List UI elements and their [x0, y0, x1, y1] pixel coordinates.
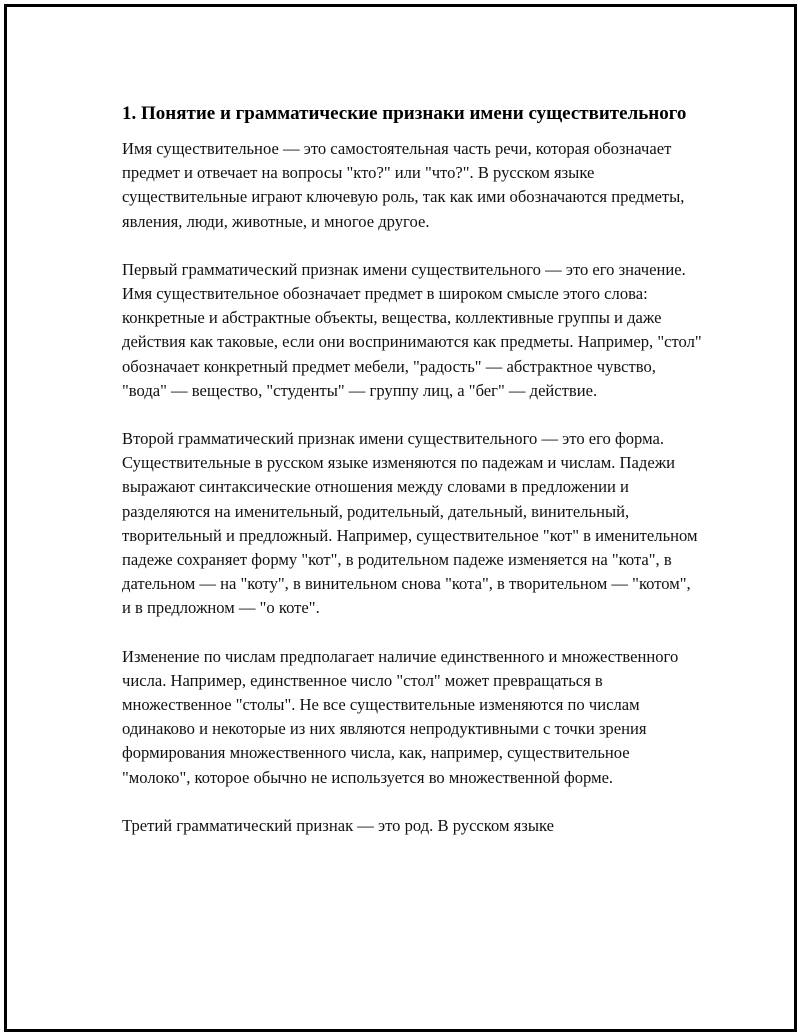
- paragraph-cases: Второй грамматический признак имени существительного — это его форма. Существительные в русском языке изменяются по падежам и числам. Падежи выражают синтаксические отношения между словами в предложении и разделяются на именительный, родительный, дательный, винительный, творительный и предложный. Например, существительное "кот" в именительном падеже сохраняет форму "кот", в родительном падеже изменяется на "кота", в дательном — на "коту", в винительном снова "кота", в творительном — "котом", и в предложном — "о коте".: [122, 429, 698, 618]
- page-frame: [4, 4, 797, 1032]
- paragraph-meaning: Первый грамматический признак имени существительного — это его значение. Имя существительное обозначает предмет в широком смысле этого слова: конкретные и абстрактные объекты, вещества, коллективные группы и даже действия как таковые, если они воспринимаются как предметы. Например, "стол" обозначает конкретный предмет мебели, "радость" — абстрактное чувство, "вода" — вещество, "студенты" — группу лиц, а "бег" — действие.: [122, 259, 702, 400]
- paragraph-gender: Третий грамматический признак — это род. В русском языке: [122, 815, 554, 835]
- section-heading: 1. Понятие и грамматические признаки имени существительного: [122, 103, 687, 124]
- paragraph-definition: Имя существительное — это самостоятельная часть речи, которая обозначает предмет и отвечает на вопросы "кто?" или "что?". В русском языке существительные играют ключевую роль, так как ими обозначаются предметы, явления, люди, животные, и многое другое.: [122, 139, 685, 231]
- paragraph-numbers: Изменение по числам предполагает наличие единственного и множественного числа. Например, единственное число "стол" может превращаться в множественное "столы". Не все существительные изменяются по числам одинаково и некоторые из них являются непродуктивными с точки зрения формирования множественного числа, как, например, существительное "молоко", которое обычно не используется во множественной форме.: [122, 646, 679, 787]
- document-body: [122, 100, 702, 838]
